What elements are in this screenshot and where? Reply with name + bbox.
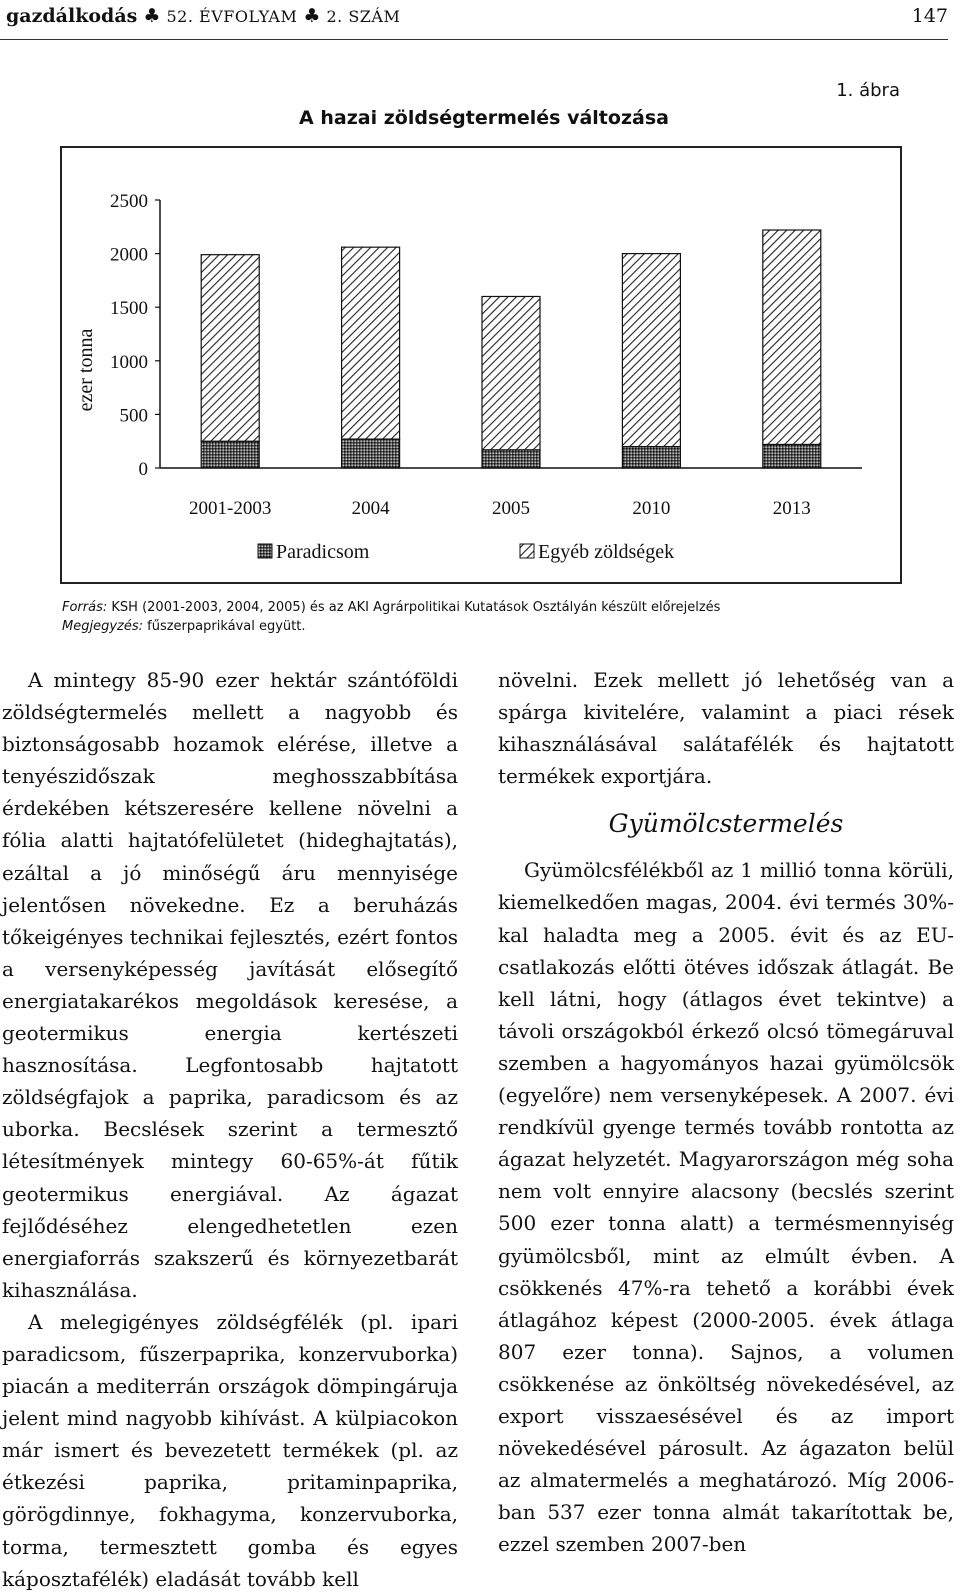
source-text: KSH (2001-2003, 2004, 2005) és az AKI Agrárpolitikai Kutatások Osztályán készült előrejelzés	[111, 600, 721, 615]
legend-label: Paradicsom	[276, 541, 370, 563]
figure-note	[62, 617, 720, 636]
bar-segment-paradicsom	[201, 441, 259, 468]
body-paragraph: A melegigényes zöldségfélék (pl. ipari paradicsom, fűszerpaprika, konzervuborka) piacán a mediterrán országok dömpingáruja jelent mind nagyobb kihívást. A külpiacokon már ismert és bevezetett termékek (pl. az étkezési paprika, pritaminpaprika, görögdinnye, fokhagyma, konzervuborka, torma, termesztett gomba és egyes káposztafélék) eladását tovább kell	[2, 1309, 458, 1591]
x-tick-label: 2001-2003	[189, 498, 272, 519]
x-tick-label: 2010	[632, 498, 671, 519]
bar-segment-paradicsom	[342, 439, 400, 468]
bar-segment-egyeb	[622, 254, 680, 447]
y-axis-label-group	[75, 329, 97, 412]
body-paragraph-continuation: növelni. Ezek mellett jó lehetőség van a spárga kivitelére, valamint a piaci rések kihasználásával salátafélék és hajtatott termékek exportjára.	[498, 668, 954, 789]
y-tick-label: 500	[119, 405, 148, 427]
right-column	[498, 664, 954, 1560]
bar-segment-paradicsom	[763, 444, 821, 468]
x-tick-label: 2005	[492, 498, 530, 519]
section-heading: Gyümölcstermelés	[608, 809, 844, 839]
body-paragraph: Gyümölcsfélékből az 1 millió tonna körüli, kiemelkedően magas, 2004. évi termés 30%-kal haladta meg a 2005. évit és az EU-csatlakozás előtti ötéves időszak átlagát. Be kell látni, hogy (átlagos évet tekintve) a távoli országokból érkező olcsó tömegáruval szemben a hagyományos hazai gyümölcsök (egyelőre) nem versenyképesek. A 2007. évi rendkívül gyenge termés tovább rontotta az ágazat helyzetét. Magyarországon még soha nem volt ennyire alacsony (becslés szerint 500 ezer tonna alatt) a termésmennyiség gyümölcsből, mint az elmúlt évben. A csökkenés 47%-ra tehető a korábbi évek átlagához képest (2000-2005. évek átlaga 807 ezer tonna). Sajnos, a volumen csökkenése az önköltség növekedésével, az export visszaesésével és az import növekedésével párosult. Az ágazaton belül az almatermelés a meghatározó. Míg 2006-ban 537 ezer tonna almát takarítottak be, ezzel szemben 2007-ben	[498, 858, 954, 1557]
plot-area	[110, 191, 862, 519]
volume-label: 52. ÉVFOLYAM	[166, 7, 298, 26]
issue-label: 2. SZÁM	[326, 7, 401, 26]
figure-title: A hazai zöldségtermelés változása	[299, 107, 669, 129]
bar-segment-paradicsom	[622, 447, 680, 468]
y-tick-label: 1500	[110, 298, 148, 320]
left-column	[2, 664, 458, 1595]
figure-notes	[62, 598, 720, 636]
note-text: fűszerpaprikával együtt.	[147, 619, 306, 634]
page-number: 147	[911, 5, 948, 27]
x-tick-label: 2013	[772, 498, 811, 519]
source-label: Forrás:	[62, 600, 108, 615]
legend-swatch	[520, 544, 534, 558]
bar-segment-paradicsom	[482, 450, 540, 468]
legend-swatch	[258, 544, 272, 558]
x-tick-label: 2004	[351, 498, 390, 519]
running-head	[6, 5, 948, 35]
stacked-bar-chart	[62, 148, 900, 582]
bar-segment-egyeb	[763, 230, 821, 444]
bar-segment-egyeb	[201, 255, 259, 442]
club-icon: ♣	[303, 5, 321, 27]
figure-label: 1. ábra	[836, 80, 900, 101]
body-paragraph: A mintegy 85-90 ezer hektár szántóföldi zöldségtermelés mellett a nagyobb és biztonságosabb hozamok elérése, illetve a tenyészidőszak meghosszabbítása érdekében kétszeresére kellene növelni a fólia alatti hajtatófelületet (hideghajtatás), ezáltal a jó minőségű áru mennyisége jelentősen növekedne. Ez a beruházás tőkeigényes technikai fejlesztés, ezért fontos a versenyképesség javítását elősegítő energiatakarékos megoldások keresése, a geotermikus energia kertészeti hasznosítása. Legfontosabb hajtatott zöldségfajok a paprika, paradicsom és az uborka. Becslések szerint a termesztő létesítmények mintegy 60-65%-át fűtik geotermikus energiával. Az ágazat fejlődéséhez elengedhetetlen ezen energiaforrás szakszerű és környezetbarát kihasználása.	[2, 668, 458, 1302]
club-icon: ♣	[143, 5, 161, 27]
bar-segment-egyeb	[482, 296, 540, 449]
y-tick-label: 0	[138, 459, 148, 480]
y-axis-label: ezer tonna	[75, 328, 97, 412]
journal-header	[6, 5, 400, 27]
y-tick-label: 1000	[110, 351, 148, 373]
legend-label: Egyéb zöldségek	[538, 541, 675, 563]
figure-source	[62, 598, 720, 617]
y-tick-label: 2000	[110, 244, 148, 266]
journal-name: gazdálkodás	[6, 5, 138, 27]
chart-frame	[60, 146, 902, 584]
y-tick-label: 2500	[110, 191, 148, 212]
bar-segment-egyeb	[342, 247, 400, 439]
note-label: Megjegyzés:	[62, 619, 143, 634]
chart-legend	[258, 541, 674, 563]
header-rule	[0, 39, 948, 40]
